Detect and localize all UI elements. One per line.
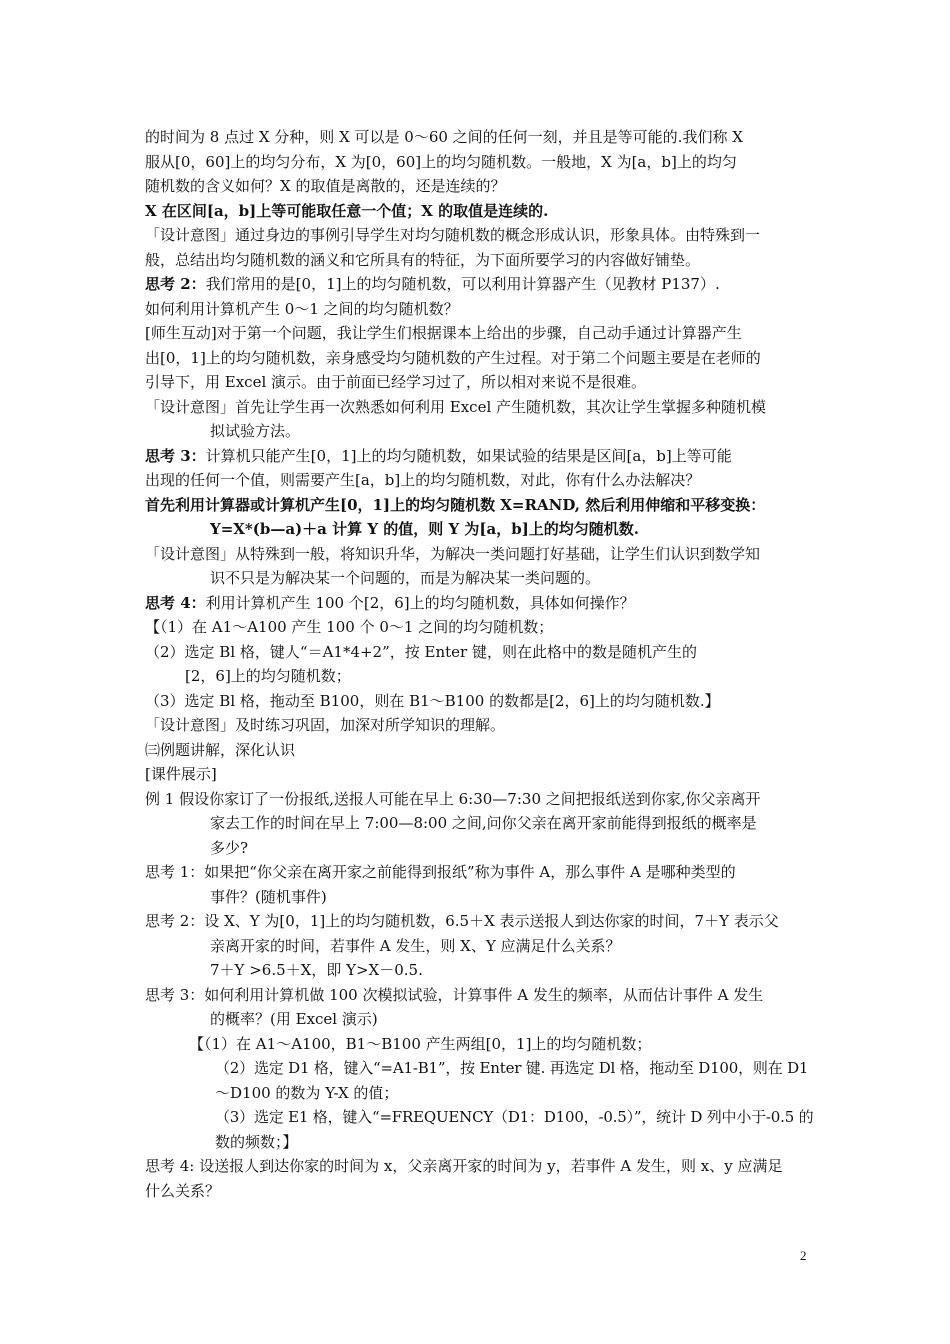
step-line: [2，6]上的均匀随机数； bbox=[185, 667, 351, 685]
text-line: 出[0，1]上的均匀随机数，亲身感受均匀随机数的产生过程。对于第二个问题主要是在老师的 bbox=[145, 348, 761, 367]
section-heading: ㈢例题讲解，深化认识 bbox=[145, 740, 296, 759]
text-line: [课件展示] bbox=[145, 765, 217, 783]
question-text: 利用计算机产生 100 个[2，6]上的均匀随机数，具体如何操作？ bbox=[205, 593, 635, 612]
step-line: （2）选定 D1 格，键入“=A1-B1”，按 Enter 键. 再选定 Dl 格，拖动至 D100，则在 D1 bbox=[215, 1059, 809, 1077]
step-line: （3）选定 Bl 格，拖动至 B100，则在 B1～B100 的数都是[2，6]上的均匀随机数.】 bbox=[145, 691, 720, 710]
question-line: 亲离开家的时间，若事件 A 发生，则 X、Y 应满足什么关系？ bbox=[210, 936, 621, 955]
step-line: （2）选定 Bl 格，键人“＝A1*4+2”，按 Enter 键，则在此格中的数是随机产生的 bbox=[145, 642, 697, 661]
example-line: 多少? bbox=[210, 838, 249, 857]
text-line: 如何利用计算机产生 0～1 之间的均匀随机数？ bbox=[145, 299, 459, 318]
question-label: 思考 4： bbox=[145, 593, 206, 612]
step-line: ～D100 的数为 Y-X 的值； bbox=[215, 1083, 399, 1102]
design-intent-line: 般，总结出均匀随机数的涵义和它所具有的特征，为下面所要学习的内容做好铺垫。 bbox=[145, 250, 701, 269]
step-line: 数的频数；】 bbox=[215, 1132, 298, 1151]
text-line: [师生互动]对于第一个问题，我让学生们根据课本上给出的步骤，自己动手通过计算器产生 bbox=[145, 324, 742, 342]
question-line bbox=[145, 272, 813, 297]
question-line: 思考 3：如何利用计算机做 100 次模拟试验，计算事件 A 发生的频率，从而估计事件 A 发生 bbox=[145, 985, 764, 1004]
text-line: 引导下，用 Excel 演示。由于前面已经学习过了，所以相对来说不是很难。 bbox=[145, 373, 647, 391]
page-number: 2 bbox=[800, 1248, 807, 1263]
text-line: 随机数的含义如何？X 的取值是离散的，还是连续的？ bbox=[145, 177, 506, 195]
step-line: 【（1）在 A1～A100 产生 100 个 0～1 之间的均匀随机数； bbox=[145, 618, 554, 636]
question-text: 计算机只能产生[0，1]上的均匀随机数，如果试验的结果是区间[a，b]上等可能 bbox=[205, 446, 732, 465]
page-content bbox=[145, 125, 813, 1203]
answer-line: 首先利用计算器或计算机产生[0，1]上的均匀随机数 X=RAND, 然后利用伸缩和平移变换： bbox=[145, 495, 766, 514]
question-line: 思考 2：设 X、Y 为[0，1]上的均匀随机数，6.5＋X 表示送报人到达你家的时间，7＋Y 表示父 bbox=[145, 912, 779, 930]
answer-line: X 在区间[a，b]上等可能取任意一个值；X 的取值是连续的. bbox=[145, 201, 549, 220]
question-line: 什么关系？ bbox=[145, 1181, 221, 1200]
example-line: 家去工作的时间在早上 7:00—8:00 之间,问你父亲在离开家前能得到报纸的概率是 bbox=[210, 814, 757, 832]
design-intent-line: 识不只是为解决某一个问题的，而是为解决某一类问题的。 bbox=[210, 569, 601, 587]
question-line: 思考 1：如果把“你父亲在离开家之前能得到报纸”称为事件 A，那么事件 A 是哪种类型的 bbox=[145, 863, 736, 881]
design-intent-line: 「设计意图」通过身边的事例引导学生对均匀随机数的概念形成认识，形象具体。由特殊到一 bbox=[145, 226, 761, 244]
question-text: 我们常用的是[0，1]上的均匀随机数，可以利用计算器产生（见教材 P137）. bbox=[205, 275, 720, 293]
example-line: 例 1 假设你家订了一份报纸,送报人可能在早上 6:30—7:30 之间把报纸送到你家,你父亲离开 bbox=[145, 789, 761, 808]
design-intent-line: 「设计意图」从特殊到一般，将知识升华，为解决一类问题打好基础，让学生们认识到数学知 bbox=[145, 544, 761, 563]
design-intent-line: 「设计意图」首先让学生再一次熟悉如何利用 Excel 产生随机数，其次让学生掌握多种随机模 bbox=[145, 397, 767, 416]
design-intent-line: 「设计意图」及时练习巩固，加深对所学知识的理解。 bbox=[145, 716, 506, 734]
question-line bbox=[145, 444, 813, 469]
step-line: （3）选定 E1 格，键入“=FREQUENCY（D1：D100，-0.5）”，统计 D 列中小于-0.5 的 bbox=[215, 1108, 814, 1126]
text-line: 服从[0，60]上的均匀分布，X 为[0，60]上的均匀随机数。一般地，X 为[a，b]上的均匀 bbox=[145, 152, 737, 171]
question-line: 事件？(随机事件) bbox=[210, 887, 327, 906]
design-intent-line: 拟试验方法。 bbox=[210, 422, 301, 440]
question-line: 思考 4: 设送报人到达你家的时间为 x，父亲离开家的时间为 y，若事件 A 发生，则 x、y 应满足 bbox=[145, 1157, 783, 1175]
text-line: 的时间为 8 点过 X 分种，则 X 可以是 0～60 之间的任何一刻，并且是等可能的.我们称 X bbox=[145, 128, 743, 146]
formula-line: Y=X*(b—a)＋a 计算 Y 的值，则 Y 为[a，b]上的均匀随机数. bbox=[210, 520, 640, 538]
question-line: 的概率？(用 Excel 演示) bbox=[210, 1010, 378, 1028]
question-line bbox=[145, 591, 813, 616]
step-line: 【（1）在 A1～A100，B1～B100 产生两组[0，1]上的均匀随机数； bbox=[189, 1034, 652, 1053]
question-label: 思考 3： bbox=[145, 446, 206, 465]
text-line: 出现的任何一个值，则需要产生[a，b]上的均匀随机数，对此，你有什么办法解决？ bbox=[145, 471, 701, 489]
formula-line: 7＋Y >6.5＋X，即 Y>X－0.5. bbox=[210, 961, 423, 979]
question-label: 思考 2： bbox=[145, 275, 206, 293]
